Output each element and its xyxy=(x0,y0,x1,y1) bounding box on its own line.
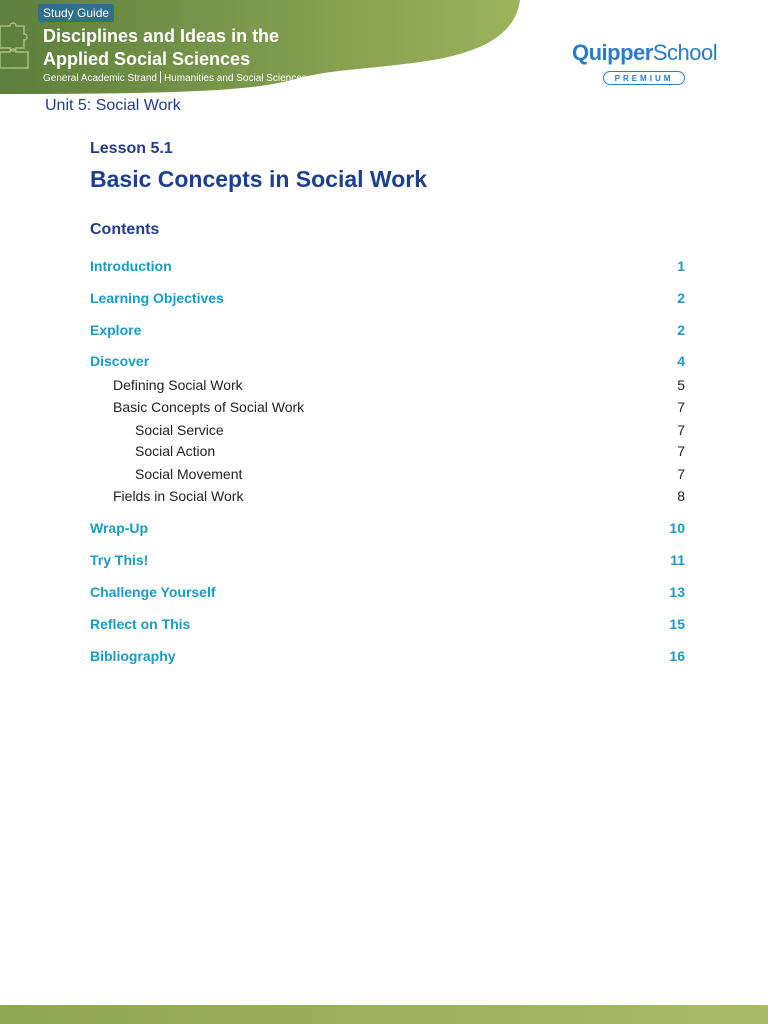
logo-premium-badge: PREMIUM xyxy=(603,71,685,85)
track-label: Humanities and Social Sciences xyxy=(163,73,307,84)
toc-entry-label: Learning Objectives xyxy=(90,290,224,306)
toc-entry-page: 7 xyxy=(677,422,685,438)
toc-entry[interactable] xyxy=(90,350,685,372)
toc-entry[interactable] xyxy=(90,287,685,309)
toc-entry-page: 8 xyxy=(677,488,685,504)
lesson-number: Lesson 5.1 xyxy=(90,140,173,157)
toc-entry[interactable] xyxy=(90,549,685,571)
strand-divider xyxy=(160,71,161,83)
toc-entry-label: Basic Concepts of Social Work xyxy=(113,399,305,415)
toc-entry-page: 10 xyxy=(669,520,685,536)
toc-entry-label: Try This! xyxy=(90,552,149,568)
toc-entry-label: Social Action xyxy=(135,443,216,459)
strand-line xyxy=(43,71,307,84)
toc-entry[interactable] xyxy=(90,463,685,485)
toc-entry-page: 16 xyxy=(669,648,685,664)
toc-entry[interactable] xyxy=(90,613,685,635)
toc-entry-page: 7 xyxy=(677,443,685,459)
study-guide-badge: Study Guide xyxy=(38,4,114,22)
toc-entry-page: 1 xyxy=(677,258,685,274)
toc-entry-label: Reflect on This xyxy=(90,616,191,632)
toc-entry-page: 2 xyxy=(677,290,685,306)
toc-entry-label: Social Service xyxy=(135,422,224,438)
puzzle-icon xyxy=(0,22,34,70)
course-title: Disciplines and Ideas in the Applied Social Sciences xyxy=(43,26,280,69)
contents-heading: Contents xyxy=(90,221,160,238)
toc-entry-page: 5 xyxy=(677,377,685,393)
toc-entry-page: 11 xyxy=(670,552,685,568)
lesson-title: Basic Concepts in Social Work xyxy=(90,166,428,192)
toc-entry-label: Defining Social Work xyxy=(113,377,243,393)
logo-part-b: School xyxy=(652,40,718,65)
toc-entry-label: Discover xyxy=(90,353,150,369)
logo-wordmark xyxy=(572,40,732,66)
toc-entry[interactable] xyxy=(90,419,685,441)
toc-entry-page: 2 xyxy=(677,322,685,338)
toc-entry[interactable] xyxy=(90,374,685,396)
toc-entry-label: Wrap-Up xyxy=(90,520,149,536)
toc-entry-label: Fields in Social Work xyxy=(113,488,244,504)
toc-entry[interactable] xyxy=(90,645,685,667)
footer-band xyxy=(0,1005,768,1024)
toc-entry[interactable] xyxy=(90,255,685,277)
toc-entry-label: Explore xyxy=(90,322,142,338)
toc-entry[interactable] xyxy=(90,396,685,418)
toc-entry-page: 15 xyxy=(669,616,685,632)
toc-entry-label: Social Movement xyxy=(135,466,243,482)
toc-entry[interactable] xyxy=(90,581,685,603)
quipper-school-logo xyxy=(572,40,732,83)
toc-entry-page: 7 xyxy=(677,466,685,482)
toc-entry-page: 4 xyxy=(677,353,685,369)
toc-entry[interactable] xyxy=(90,319,685,341)
toc-entry-page: 7 xyxy=(677,399,685,415)
toc-entry[interactable] xyxy=(90,517,685,539)
strand-label: General Academic Strand xyxy=(43,73,157,84)
unit-title: Unit 5: Social Work xyxy=(45,97,181,114)
logo-part-a: Quipper xyxy=(572,40,653,65)
toc-entry-label: Introduction xyxy=(90,258,172,274)
toc-entry-label: Bibliography xyxy=(90,648,176,664)
toc-entry-label: Challenge Yourself xyxy=(90,584,216,600)
toc-entry[interactable] xyxy=(90,485,685,507)
toc-entry[interactable] xyxy=(90,440,685,462)
toc-entry-page: 13 xyxy=(669,584,685,600)
